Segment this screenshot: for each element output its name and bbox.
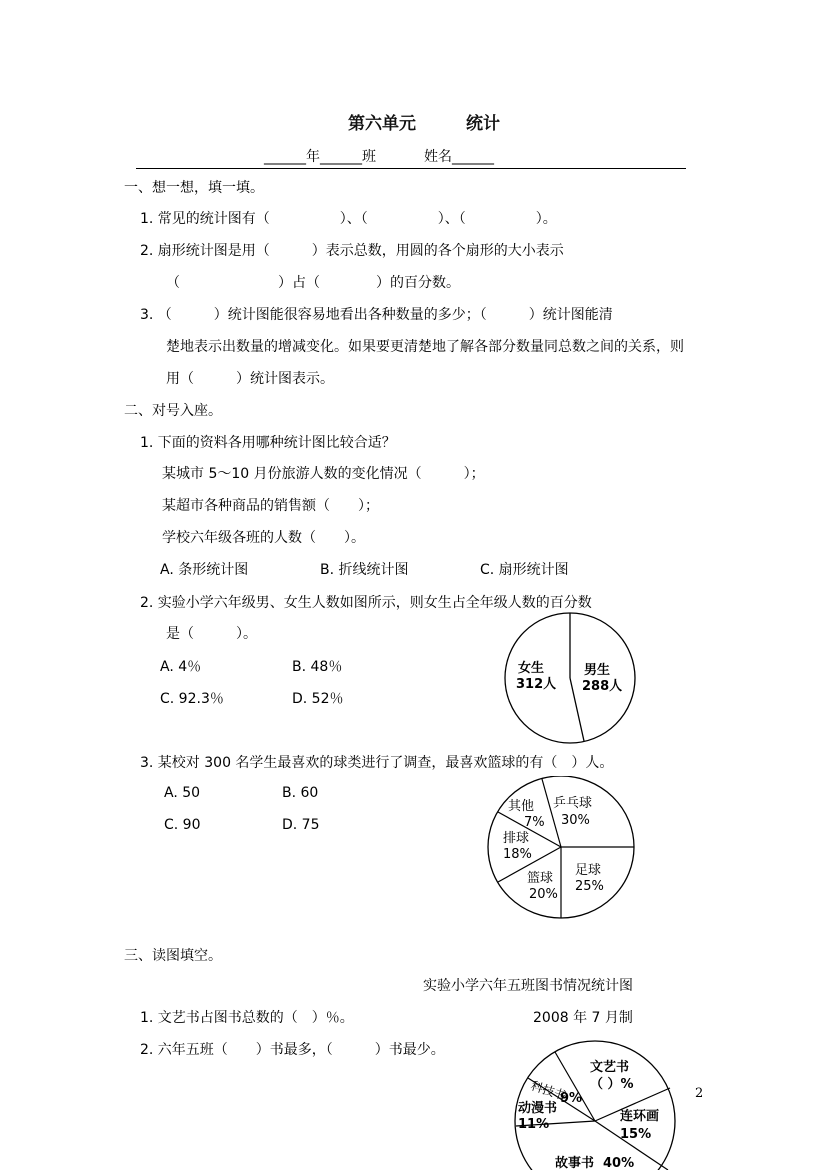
section2-heading: 二、对号入座。: [124, 403, 222, 419]
pie3-value-science: 9%: [560, 1091, 583, 1106]
section1-q3-line1: 3. （ ）统计图能很容易地看出各种数量的多少；（ ）统计图能清: [140, 307, 613, 323]
pie2-label-pingpong: 乒乓球: [553, 796, 593, 811]
pie3-value-picture-books: 15%: [620, 1127, 652, 1142]
section2-q1-option-c: C. 扇形统计图: [480, 562, 569, 578]
section3-q2: 2. 六年五班（ ）书最多，（ ）书最少。: [140, 1042, 445, 1058]
section2-q2-option-b: B. 48％: [292, 659, 343, 675]
pie1-value-girls: 312人: [516, 677, 557, 692]
section2-q1: 1. 下面的资料各用哪种统计图比较合适？: [140, 435, 396, 451]
unit-title: 第六单元: [348, 114, 416, 134]
section1-q2-line1: 2. 扇形统计图是用（ ）表示总数，用圆的各个扇形的大小表示: [140, 243, 564, 259]
class-field: ______年______班: [264, 149, 376, 165]
section2-q2-line2: 是（ ）。: [166, 626, 257, 642]
section1-q2-line2: （ ）占（ ）的百分数。: [166, 275, 460, 291]
pie3-value-stories: 40%: [603, 1156, 635, 1170]
name-field: 姓名______: [424, 149, 494, 165]
book-chart-date: 2008 年 7 月制: [533, 1010, 633, 1026]
section1-q1: 1. 常见的统计图有（ ）、（ ）、（ ）。: [140, 211, 557, 227]
pie3-label-comics: 动漫书: [518, 1101, 558, 1116]
section2-q1-option-a: A. 条形统计图: [160, 562, 249, 578]
pie1-label-boys: 男生: [584, 663, 611, 678]
section1-q3-line2: 楚地表示出数量的增减变化。如果要更清楚地了解各部分数量同总数之间的关系，则: [166, 339, 684, 355]
pie1-value-boys: 288人: [582, 679, 623, 694]
section2-q2-line1: 2. 实验小学六年级男、女生人数如图所示，则女生占全年级人数的百分数: [140, 595, 592, 611]
section2-q1-item-b: 某超市各种商品的销售额（ ）；: [162, 498, 379, 514]
book-chart-title: 实验小学六年五班图书情况统计图: [423, 978, 633, 994]
pie2-label-basketball: 篮球: [527, 871, 554, 886]
section1-heading: 一、想一想，填一填。: [124, 180, 264, 196]
pie2-label-other: 其他: [508, 799, 535, 814]
pie2-value-other: 7%: [524, 815, 545, 830]
pie2-value-basketball: 20%: [529, 887, 558, 902]
pie3-value-comics: 11%: [518, 1117, 550, 1132]
gender-pie-chart: [500, 608, 640, 748]
book-pie-chart: [510, 1036, 678, 1170]
section3-heading: 三、读图填空。: [124, 948, 222, 964]
topic-title: 统计: [466, 114, 500, 134]
pie2-value-football: 25%: [575, 879, 604, 894]
section2-q3-option-d: D. 75: [282, 817, 320, 833]
section3-q1: 1. 文艺书占图书总数的（ ）％。: [140, 1010, 354, 1026]
pie2-label-football: 足球: [575, 863, 602, 878]
section2-q1-option-b: B. 折线统计图: [320, 562, 409, 578]
pie3-label-stories: 故事书: [555, 1156, 595, 1170]
pie3-value-literature: （ ）%: [590, 1077, 634, 1092]
header-divider: [136, 168, 686, 169]
pie3-label-picture-books: 连环画: [620, 1109, 660, 1124]
section2-q1-item-a: 某城市 5～10 月份旅游人数的变化情况（ ）；: [162, 466, 485, 482]
pie2-value-volleyball: 18%: [503, 847, 532, 862]
pie3-label-literature: 文艺书: [590, 1060, 630, 1075]
section2-q3-option-a: A. 50: [164, 785, 201, 801]
pie2-label-volleyball: 排球: [503, 831, 530, 846]
pie2-value-pingpong: 30%: [561, 813, 590, 828]
section2-q2-option-d: D. 52％: [292, 691, 344, 707]
section2-q1-item-c: 学校六年级各班的人数（ ）。: [162, 530, 365, 546]
pie1-label-girls: 女生: [518, 661, 545, 676]
section2-q2-option-c: C. 92.3％: [160, 691, 224, 707]
pie3-label-science: 科技书: [529, 1078, 568, 1103]
section2-q2-option-a: A. 4％: [160, 659, 202, 675]
ball-sports-pie-chart: [486, 776, 640, 922]
section1-q3-line3: 用（ ）统计图表示。: [166, 371, 334, 387]
page-number: 2: [695, 1086, 704, 1101]
section2-q3-option-b: B. 60: [282, 785, 319, 801]
section2-q3-option-c: C. 90: [164, 817, 201, 833]
section2-q3: 3. 某校对 300 名学生最喜欢的球类进行了调查，最喜欢篮球的有（ ）人。: [140, 755, 614, 771]
